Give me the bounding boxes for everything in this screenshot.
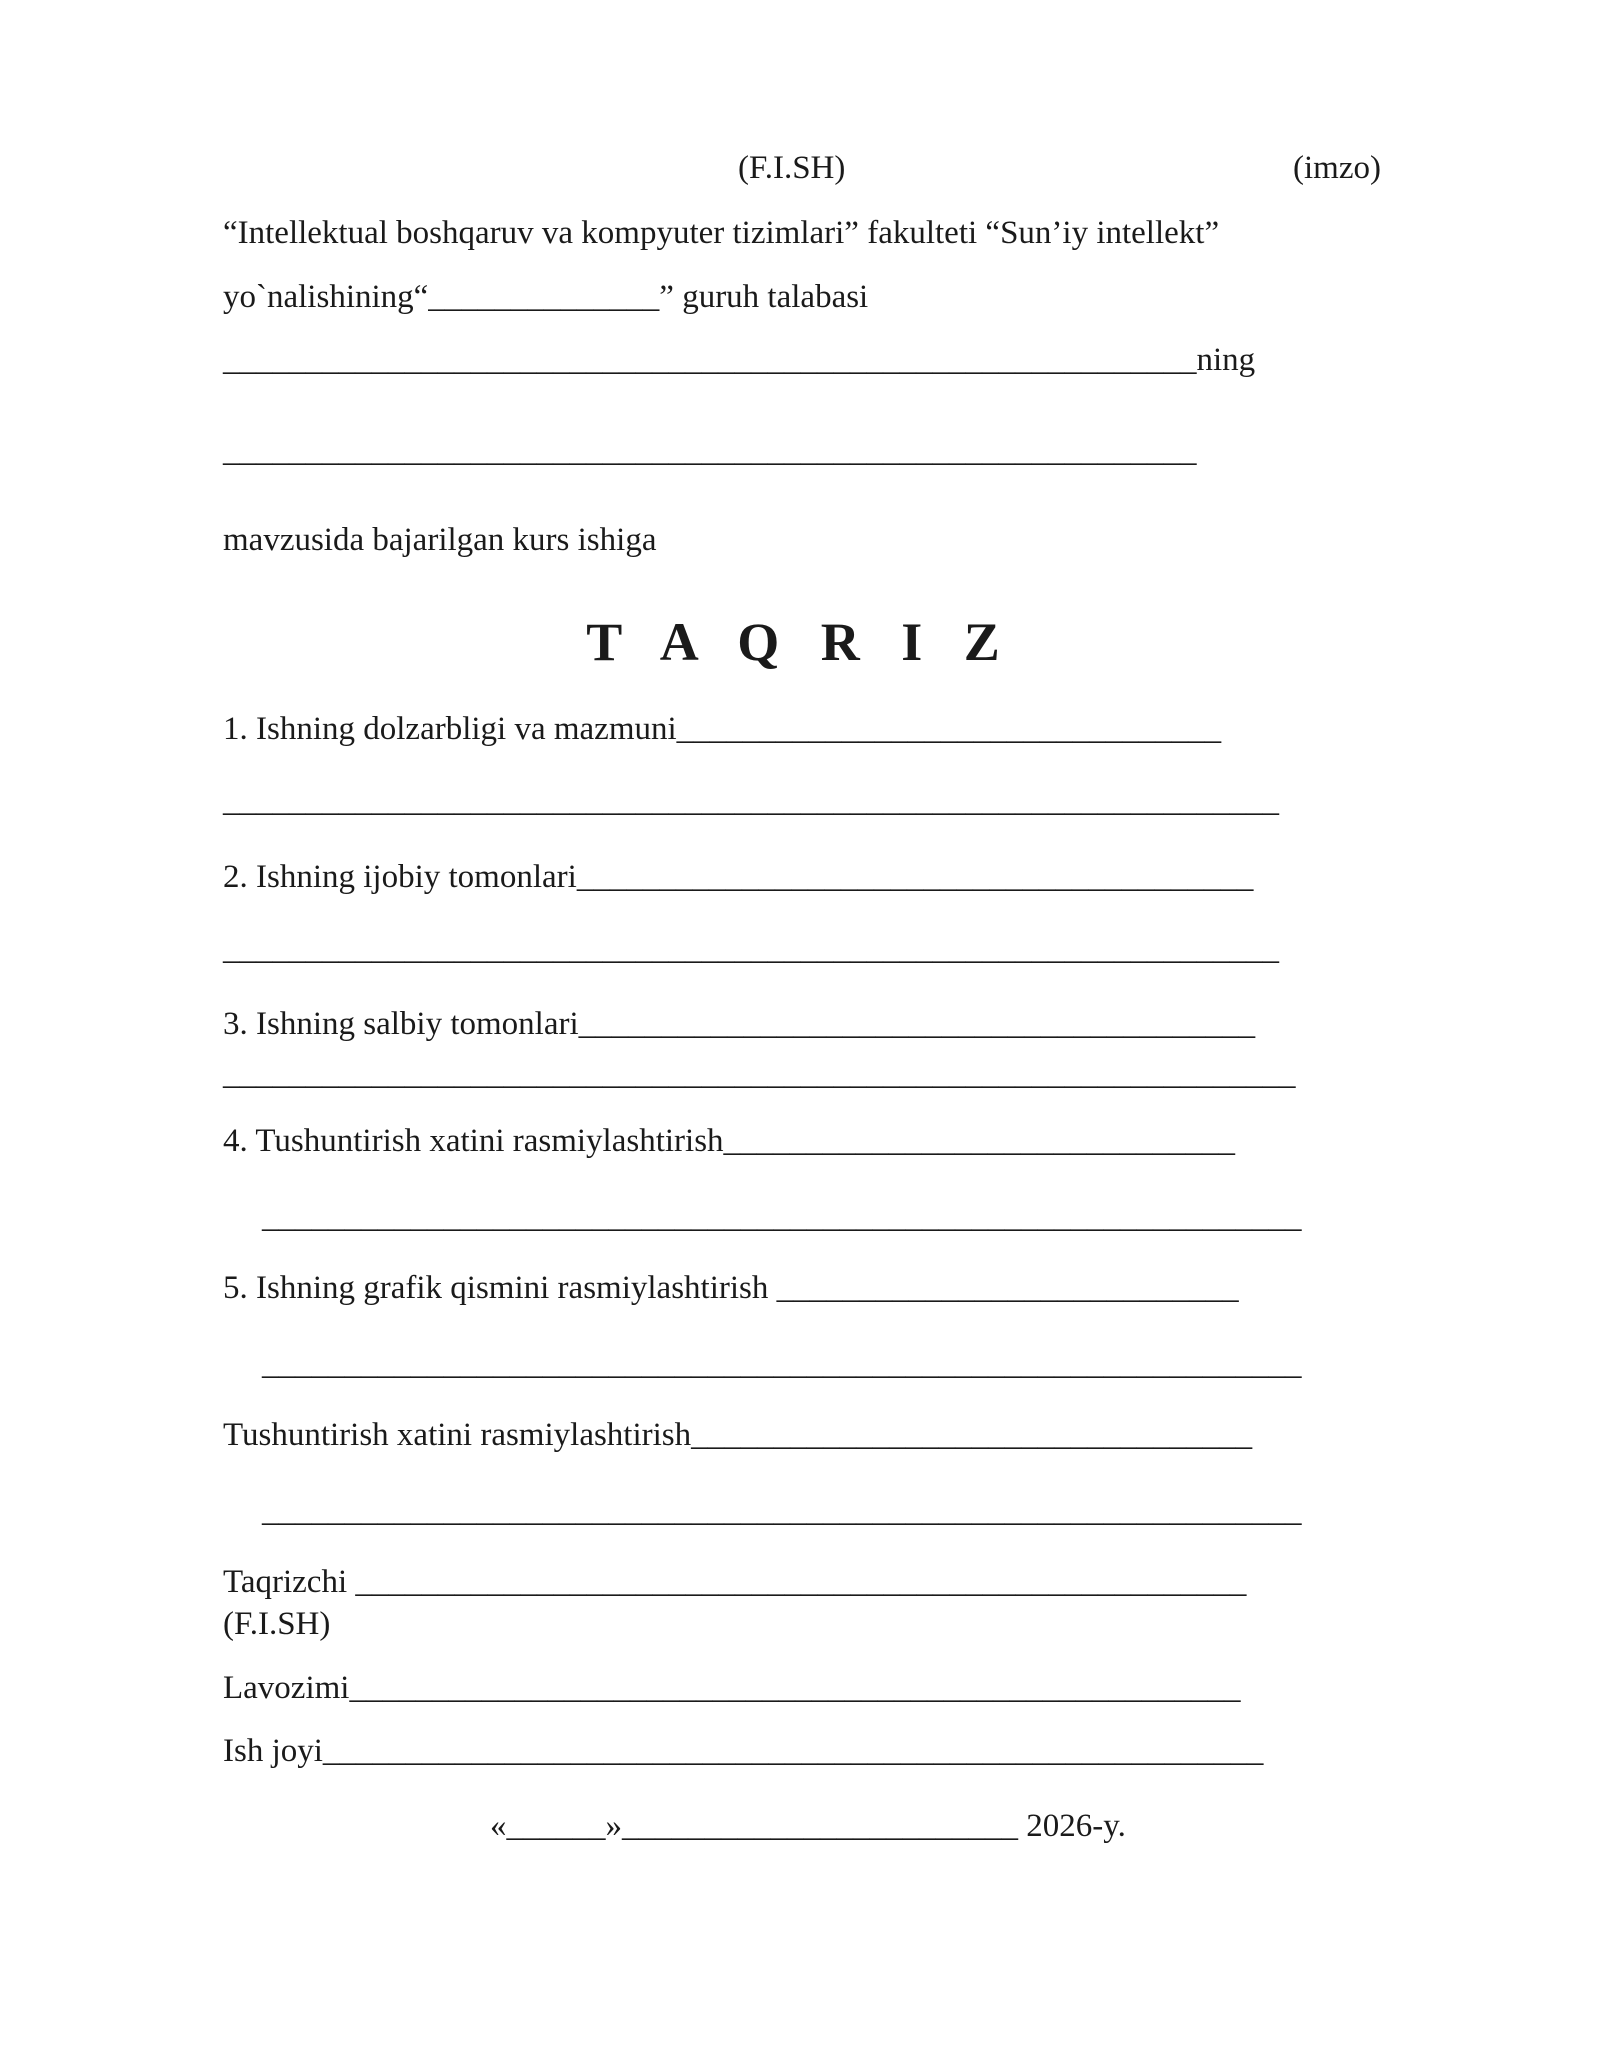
reviewer-workplace-line: Ish joyi_________________________________________________________: [223, 1733, 1264, 1769]
section-5-blank: _______________________________________________________________: [262, 1346, 1302, 1382]
intro-student-name-line: ___________________________________________________________ning: [223, 342, 1256, 378]
section-3-blank: _________________________________________________________________: [223, 1056, 1296, 1092]
reviewer-name-line: Taqrizchi ______________________________________________________: [223, 1564, 1247, 1600]
header-imzo-label: (imzo): [1293, 150, 1381, 186]
reviewer-position-line: Lavozimi______________________________________________________: [223, 1670, 1241, 1706]
section-4-heading: 4. Tushuntirish xatini rasmiylashtirish_______________________________: [223, 1123, 1236, 1159]
section-5-heading: 5. Ishning grafik qismini rasmiylashtirish ____________________________: [223, 1270, 1239, 1306]
intro-topic-line: ___________________________________________________________: [223, 433, 1197, 469]
intro-faculty-line: “Intellektual boshqaruv va kompyuter tizimlari” fakulteti “Sun’iy intellekt”: [223, 215, 1220, 251]
section-3-heading: 3. Ishning salbiy tomonlari_________________________________________: [223, 1006, 1256, 1042]
section-1-blank: ________________________________________________________________: [223, 783, 1279, 819]
intro-topic-caption: mavzusida bajarilgan kurs ishiga: [223, 522, 657, 558]
date-line: «______»________________________ 2026-y.: [490, 1808, 1126, 1844]
reviewer-fish-label: (F.I.SH): [223, 1606, 331, 1642]
section-6-blank: _______________________________________________________________: [262, 1493, 1302, 1529]
section-2-blank: ________________________________________________________________: [223, 931, 1279, 967]
section-2-heading: 2. Ishning ijobiy tomonlari_________________________________________: [223, 859, 1254, 895]
intro-group-line: yo`nalishining“______________” guruh talabasi: [223, 279, 869, 315]
header-fish-label: (F.I.SH): [738, 150, 846, 186]
section-6-heading: Tushuntirish xatini rasmiylashtirish__________________________________: [223, 1417, 1253, 1453]
document-title: T A Q R I Z: [586, 612, 1014, 672]
section-1-heading: 1. Ishning dolzarbligi va mazmuni_________________________________: [223, 711, 1222, 747]
section-4-blank: _______________________________________________________________: [262, 1199, 1302, 1235]
